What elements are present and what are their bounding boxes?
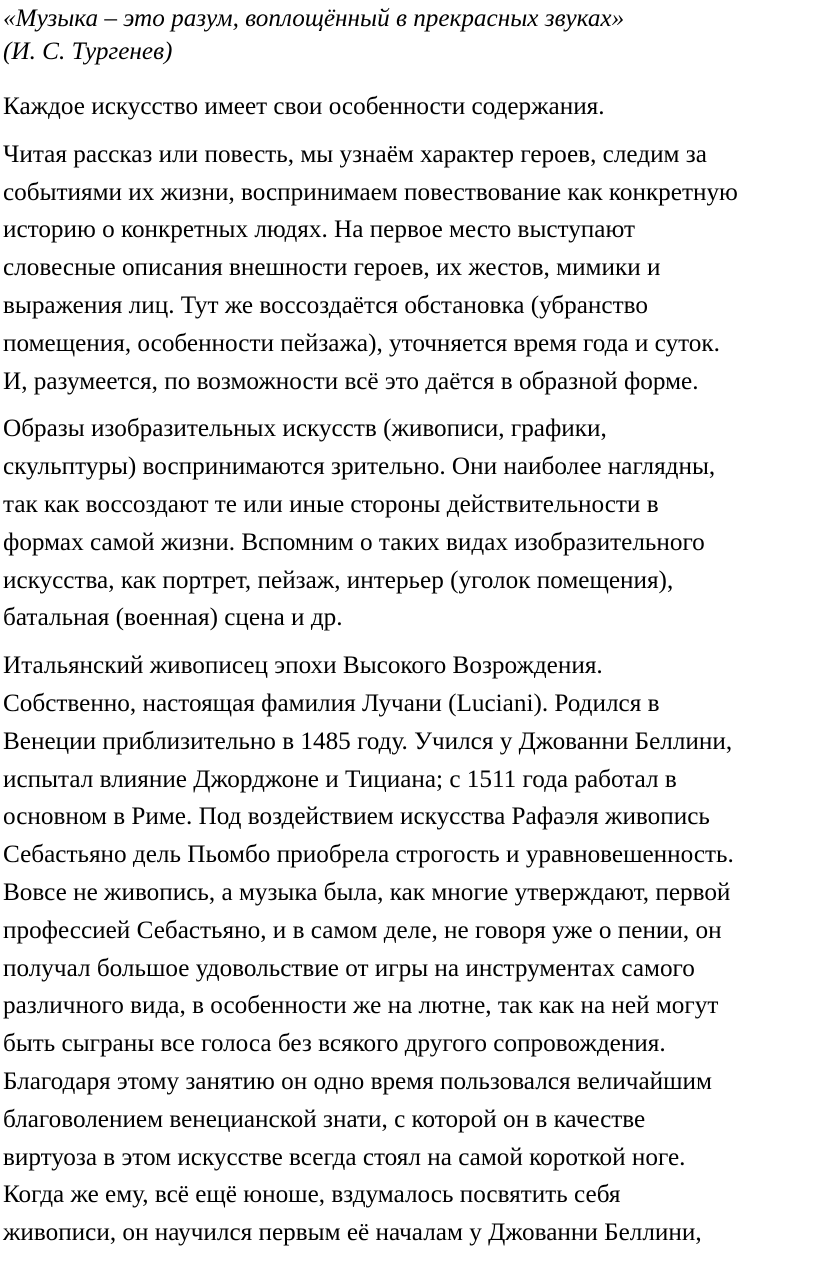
text-line: И, разумеется, по возможности всё это даётся в образной форме. xyxy=(3,367,699,395)
text-line: выражения лиц. Тут же воссоздаётся обстановка (убранство xyxy=(3,291,648,319)
text-line: виртуоза в этом искусстве всегда стоял на самой короткой ноге. xyxy=(3,1143,686,1171)
text-line: так как воссоздают те или иные стороны действительности в xyxy=(3,490,659,518)
text-line: событиями их жизни, воспринимаем повествование как конкретную xyxy=(3,178,738,206)
text-line: помещения, особенности пейзажа), уточняется время года и суток. xyxy=(3,329,720,357)
text-line: Каждое искусство имеет свои особенности содержания. xyxy=(3,93,605,120)
text-line: Благодаря этому занятию он одно время пользовался величайшим xyxy=(3,1067,712,1095)
paragraph-literature xyxy=(3,136,813,401)
paragraph-biography xyxy=(3,647,813,1252)
text-line: Себастьяно дель Пьомбо приобрела строгость и уравновешенность. xyxy=(3,841,734,869)
document-page xyxy=(3,2,813,1252)
text-line: различного вида, в особенности же на лютне, так как на ней могут xyxy=(3,992,719,1020)
text-line: скульптуры) воспринимаются зрительно. Они наиболее наглядны, xyxy=(3,453,716,481)
text-line: словесные описания внешности героев, их жестов, мимики и xyxy=(3,254,661,282)
epigraph-quote: «Музыка – это разум, воплощённый в прекрасных звуках» xyxy=(3,5,625,32)
paragraph-visual-arts xyxy=(3,410,813,637)
text-line: профессией Себастьяно, и в самом деле, не говоря уже о пении, он xyxy=(3,916,722,944)
text-line: Читая рассказ или повесть, мы узнаём характер героев, следим за xyxy=(3,140,707,168)
text-line: основном в Риме. Под воздействием искусства Рафаэля живопись xyxy=(3,803,710,831)
epigraph-author: (И. С. Тургенев) xyxy=(3,38,173,65)
text-line: быть сыграны все голоса без всякого другого сопровождения. xyxy=(3,1030,666,1058)
text-line: испытал влияние Джорджоне и Тициана; с 1511 года работал в xyxy=(3,765,677,793)
epigraph xyxy=(3,2,813,68)
text-line: формах самой жизни. Вспомним о таких видах изобразительного xyxy=(3,528,705,556)
text-line: Когда же ему, всё ещё юноше, вздумалось посвятить себя xyxy=(3,1181,621,1209)
text-line: Итальянский живописец эпохи Высокого Возрождения. xyxy=(3,652,603,680)
text-line: живописи, он научился первым её началам у Джованни Беллини, xyxy=(3,1219,702,1247)
text-line: историю о конкретных людях. На первое место выступают xyxy=(3,216,635,244)
text-line: Венеции приблизительно в 1485 году. Учился у Джованни Беллини, xyxy=(3,727,733,755)
text-line: Вовсе не живопись, а музыка была, как многие утверждают, первой xyxy=(3,878,731,906)
text-line: батальная (военная) сцена и др. xyxy=(3,604,343,632)
text-line: Собственно, настоящая фамилия Лучани (Luciani). Родился в xyxy=(3,689,660,717)
text-line: Образы изобразительных искусств (живописи, графики, xyxy=(3,415,607,443)
paragraph-intro xyxy=(3,88,813,126)
text-line: искусства, как портрет, пейзаж, интерьер (уголок помещения), xyxy=(3,566,674,594)
text-line: благоволением венецианской знати, с которой он в качестве xyxy=(3,1105,646,1133)
text-line: получал большое удовольствие от игры на инструментах самого xyxy=(3,954,695,982)
